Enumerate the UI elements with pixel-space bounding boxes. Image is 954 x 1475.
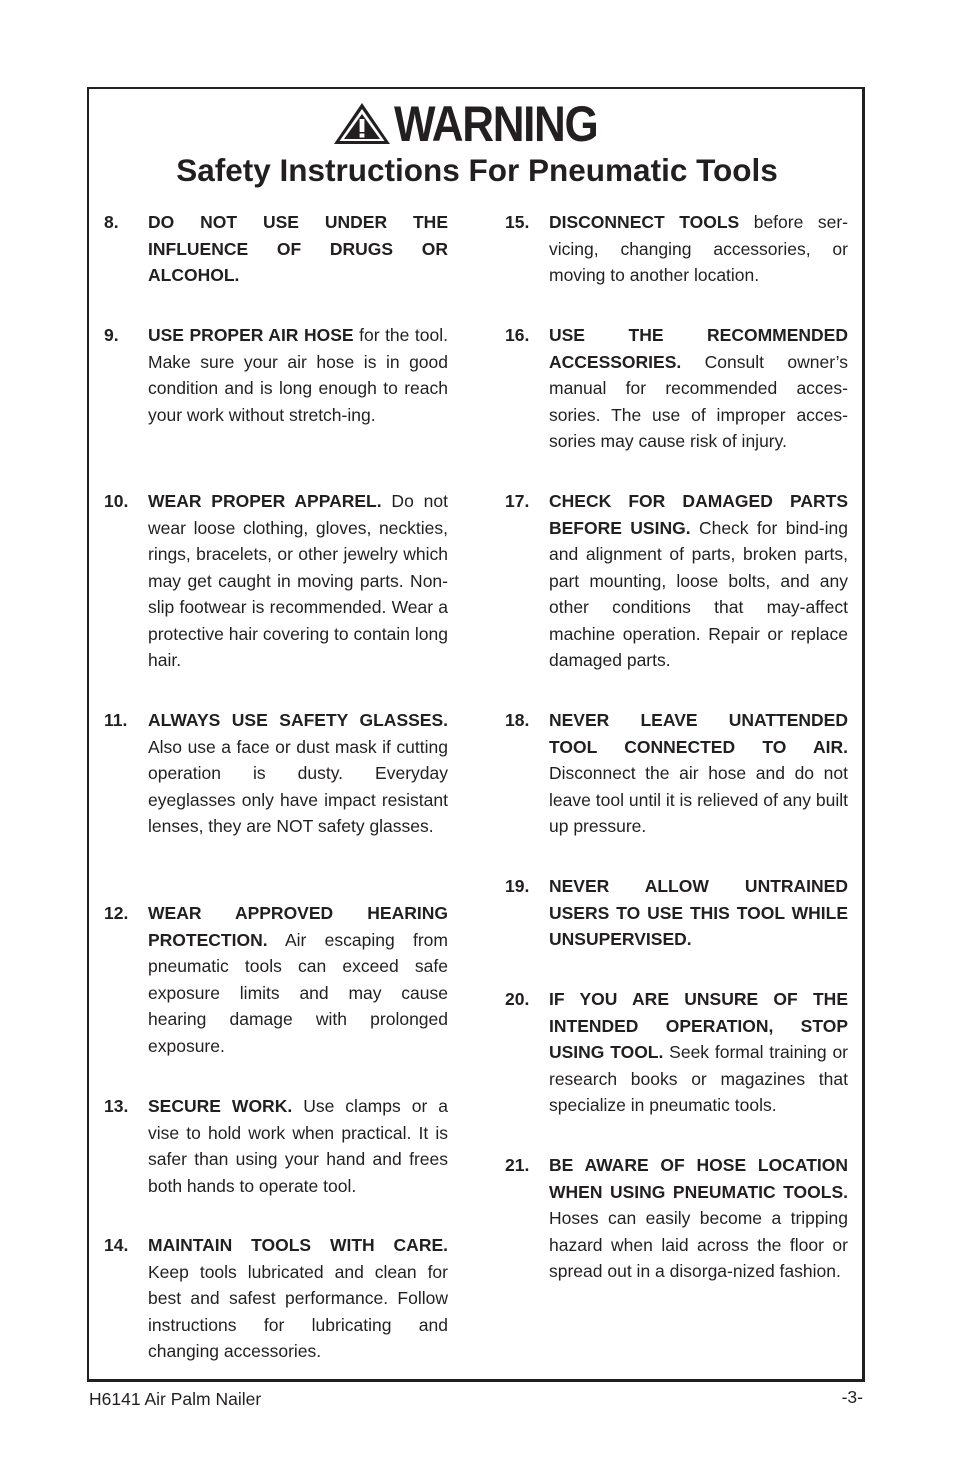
item-text [549,488,848,674]
item-number: 19. [505,876,530,896]
item-number: 9. [104,325,119,345]
item-body: Disconnect the air hose and do not leave tool until it is relieved of any built up pressure. [549,763,848,836]
item-lead: WEAR PROPER APPAREL. [148,491,382,511]
item-body: Air escaping from pneumatic tools can exceed safe exposure limits and may cause hearing damage with prolonged exposure. [148,929,448,1056]
item-number: 13. [104,1096,129,1116]
item-text [148,900,448,1059]
item-text [549,707,848,840]
item-lead: DO NOT USE UNDER THE INFLUENCE OF DRUGS OR ALCOHOL. [148,212,448,285]
item-body: Seek formal training or research books or magazines that specialize in pneumatic tools. [549,1042,849,1115]
list-item [505,986,848,1119]
list-item [104,488,448,674]
item-lead: BE AWARE OF HOSE LOCATION WHEN USING PNEUMATIC TOOLS. [549,1155,848,1202]
item-text [148,209,448,289]
item-body: Use clamps or a vise to hold work when practical. It is safer than using your hand and frees both hands to operate tool. [148,1096,449,1196]
list-item [505,873,848,953]
item-number: 11. [104,710,128,730]
item-text [148,1232,448,1365]
item-body: Keep tools lubricated and clean for best and safest performance. Follow instructions for lubricating and changing accessories. [148,1261,448,1361]
item-number: 10. [104,491,129,511]
list-item [104,707,448,840]
item-lead: USE THE RECOMMENDED ACCESSORIES. [549,325,848,372]
item-text [549,322,848,455]
list-item [505,1152,848,1285]
item-text [549,986,848,1119]
item-number: 21. [505,1155,530,1175]
warning-word: WARNING [394,96,598,152]
item-lead: NEVER ALLOW UNTRAINED USERS TO USE THIS TOOL WHILE UNSUPERVISED. [549,876,848,949]
item-lead: ALWAYS USE SAFETY GLASSES. [148,710,448,730]
item-number: 18. [505,710,530,730]
item-number: 8. [104,212,119,232]
list-item [104,1093,448,1199]
list-item [104,209,448,289]
item-number: 12. [104,903,129,923]
item-lead: NEVER LEAVE UNATTENDED TOOL CONNECTED TO AIR. [549,710,848,757]
item-lead: IF YOU ARE UNSURE OF THE INTENDED OPERATION, STOP USING TOOL. [549,989,848,1062]
item-body: Do not wear loose clothing, gloves, neckties, rings, bracelets, or other jewelry which may get caught in moving parts. Non-slip footwear is recommended. Wear a protective hair covering to contain long hair. [148,491,448,670]
item-body: before ser-vicing, changing accessories, or moving to another location. [549,212,848,285]
item-number: 20. [505,989,530,1009]
item-lead: WEAR APPROVED HEARING PROTECTION. [148,903,448,950]
item-lead: SECURE WORK. [148,1096,293,1116]
list-item [505,322,848,455]
item-text [549,209,848,289]
item-body: Check for bind-ing and alignment of parts, broken parts, part mounting, loose bolts, and any other conditions that may-affect machine operation. Repair or replace damaged parts. [549,517,848,670]
page-title: Safety Instructions For Pneumatic Tools [176,152,778,188]
item-lead: CHECK FOR DAMAGED PARTS BEFORE USING. [549,491,848,538]
item-number: 16. [505,325,530,345]
footer-model: H6141 Air Palm Nailer [89,1389,262,1409]
item-text [549,873,848,953]
list-item [104,322,448,428]
item-text [148,322,448,428]
item-text [148,1093,448,1199]
item-text [148,488,448,674]
item-lead: DISCONNECT TOOLS [549,212,740,232]
item-number: 15. [505,212,530,232]
list-item [505,707,848,840]
warning-triangle-icon [332,101,392,146]
item-number: 14. [104,1235,129,1255]
item-body: Also use a face or dust mask if cutting operation is dusty. Everyday eyeglasses only have impact resistant lenses, they are NOT safety glasses. [148,736,448,836]
item-body: for the tool. Make sure your air hose is in good condition and is long enough to reach your work without stretch-ing. [148,325,448,425]
list-item [104,1232,448,1365]
list-item [505,488,848,674]
item-text [148,707,448,840]
list-item [104,900,448,1059]
item-body: Hoses can easily become a tripping hazard when laid across the floor or spread out in a disorga-nized fashion. [549,1208,848,1281]
warning-header [0,96,954,152]
item-lead: MAINTAIN TOOLS WITH CARE. [148,1235,448,1255]
item-lead: USE PROPER AIR HOSE [148,325,354,345]
list-item [505,209,848,289]
item-body: Consult owner’s manual for recommended acces-sories. The use of improper acces-sories may cause risk of injury. [549,351,848,451]
footer-page-number: -3- [841,1387,863,1407]
item-number: 17. [505,491,530,511]
item-text [549,1152,848,1285]
